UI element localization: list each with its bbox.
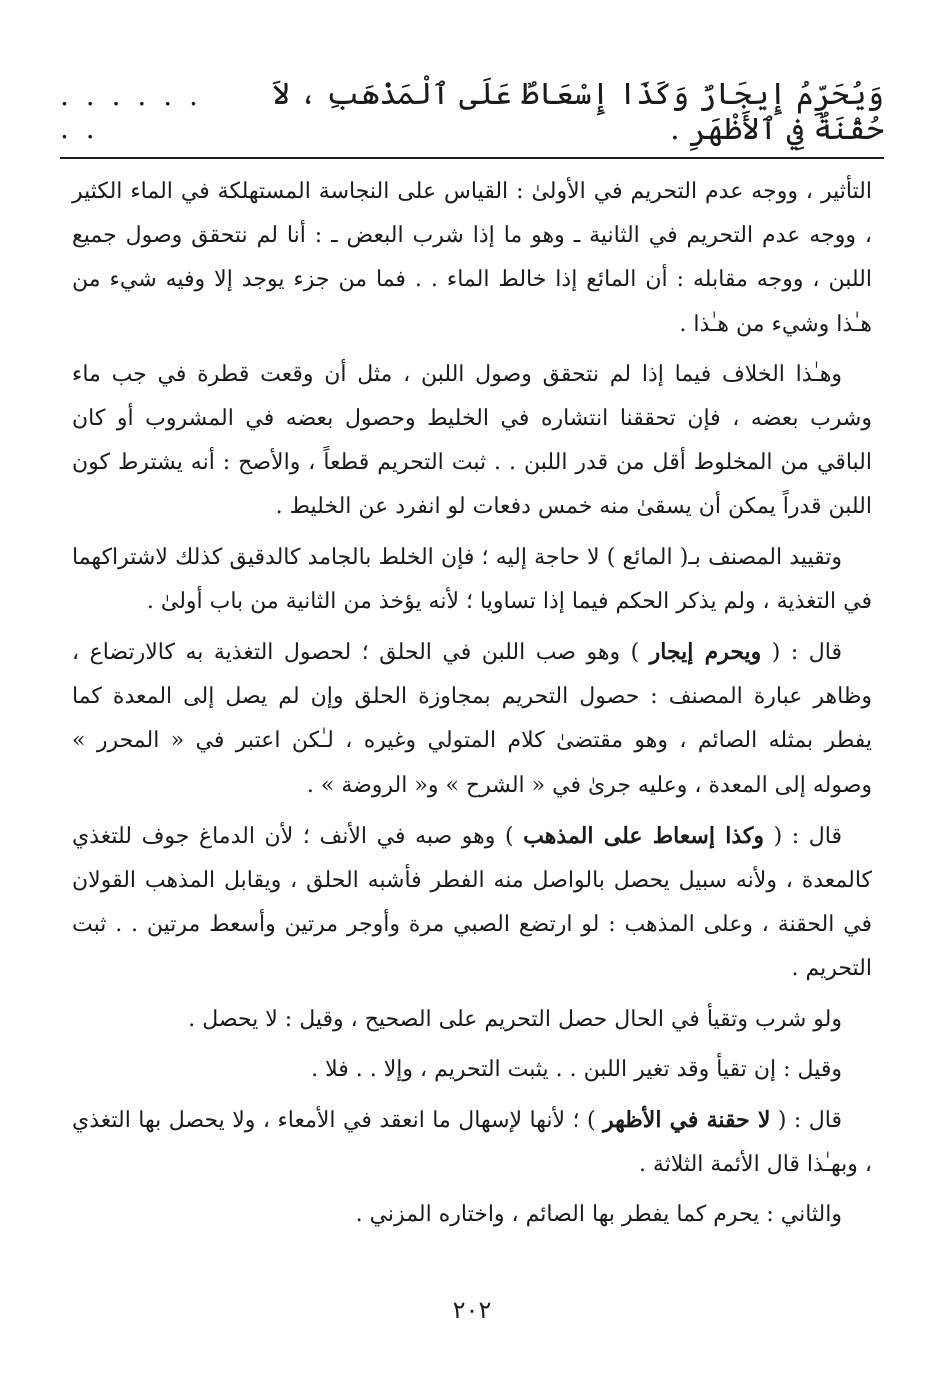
commentary-text [72,170,872,1244]
paragraph-9: والثاني : يحرم كما يفطر بها الصائم ، واختاره المزني . [355,1202,842,1228]
paragraph-6: ولو شرب وتقيأ في الحال حصل التحريم على الصحيح ، وقيل : لا يحصل . [188,1006,842,1032]
paragraph-4 [72,630,872,808]
quoted-matn: وكذا إسعاط على المذهب [523,822,764,849]
paragraph-text: ) وهو صبه في الأنف ؛ لأن الدماغ جوف للتغذي كالمعدة ، ولأنه سبيل يحصل بالواصل منه الفطر فأشبه الحلق ، ويقابل المذهب القولان في الحقنة ، وعلى المذهب : لو ارتضع الصبي مرة وأوجر مرتين وأسعط مرتين . . ثبت التحريم . [72,823,873,982]
paragraph-1: التأثير ، ووجه عدم التحريم في الأولىٰ : القياس على النجاسة المستهلكة في الماء الكثير ، ووجه عدم التحريم في الثانية ـ وهو ما إذا شرب البعض ـ : أنا لم نتحقق وصول جميع اللبن ، ووجه مقابله : أن المائع إذا خالط الماء . . فما من جزء يوجد إلا وفيه شيء من هـٰذا وشيء من هـٰذا . [72,179,872,337]
paragraph-3: وتقييد المصنف بـ( المائع ) لا حاجة إليه ؛ فإن الخلط بالجامد كالدقيق كذلك لاشتراكهما في التغذية ، ولم يذكر الحكم فيما إذا تساويا ؛ لأنه يؤخذ من الثانية من باب أولىٰ . [72,544,872,614]
quote-open: قال : ( [770,1108,843,1134]
paragraph-5 [72,814,872,992]
page-number: ٢٠٢ [452,1296,492,1324]
matn-heading: وَيُحَرِّمُ إِيجَارٌ وَكَذَا إِسْعَاطٌ عَلَى ٱلْمَذْهَبِ ، لاَ حُقْنَةٌ فِي ٱلأَظْهَرِ . [272,77,884,147]
paragraph-8 [72,1098,872,1187]
quote-open: قال : ( [763,823,842,849]
header-dots: . . . . . . . . [60,79,202,145]
page-header [60,77,884,147]
quoted-matn: ويحرم إيجار [649,639,762,666]
paragraph-2: وهـٰذا الخلاف فيما إذا لم نتحقق وصول اللبن ، مثل أن وقعت قطرة في جب ماء وشرب بعضه ، فإن تحققنا انتشاره في الخليط وحصول بعضه في المشروب أو كان الباقي من المخلوط أقل من قدر اللبن . . ثبت التحريم قطعاً ، والأصح : أنه يشترط كون اللبن قدراً يمكن أن يسقىٰ منه خمس دفعات لو انفرد عن الخليط . [72,361,872,520]
header-divider [60,157,884,159]
quoted-matn: لا حقنة في الأظهر [603,1107,771,1134]
quote-open: قال : ( [761,640,842,666]
paragraph-text: ) وهو صب اللبن في الحلق ؛ لحصول التغذية به كالارتضاع ، وظاهر عبارة المصنف : حصول التحريم بمجاوزة الحلق وإن لم يصل إلى المعدة كما يفطر بمثله الصائم ، وهو مقتضىٰ كلام المتولي وغيره ، لـٰكن اعتبر في « المحرر » وصوله إلى المعدة ، وعليه جرىٰ في « الشرح » و« الروضة » . [72,640,872,798]
paragraph-text: ) ؛ لأنها لإسهال ما انعقد في الأمعاء ، ولا يحصل بها التغذي ، وبهـٰذا قال الأئمة الثلاثة . [72,1108,872,1178]
paragraph-7: وقيل : إن تقيأ وقد تغير اللبن . . يثبت التحريم ، وإلا . . فلا . [311,1056,842,1082]
